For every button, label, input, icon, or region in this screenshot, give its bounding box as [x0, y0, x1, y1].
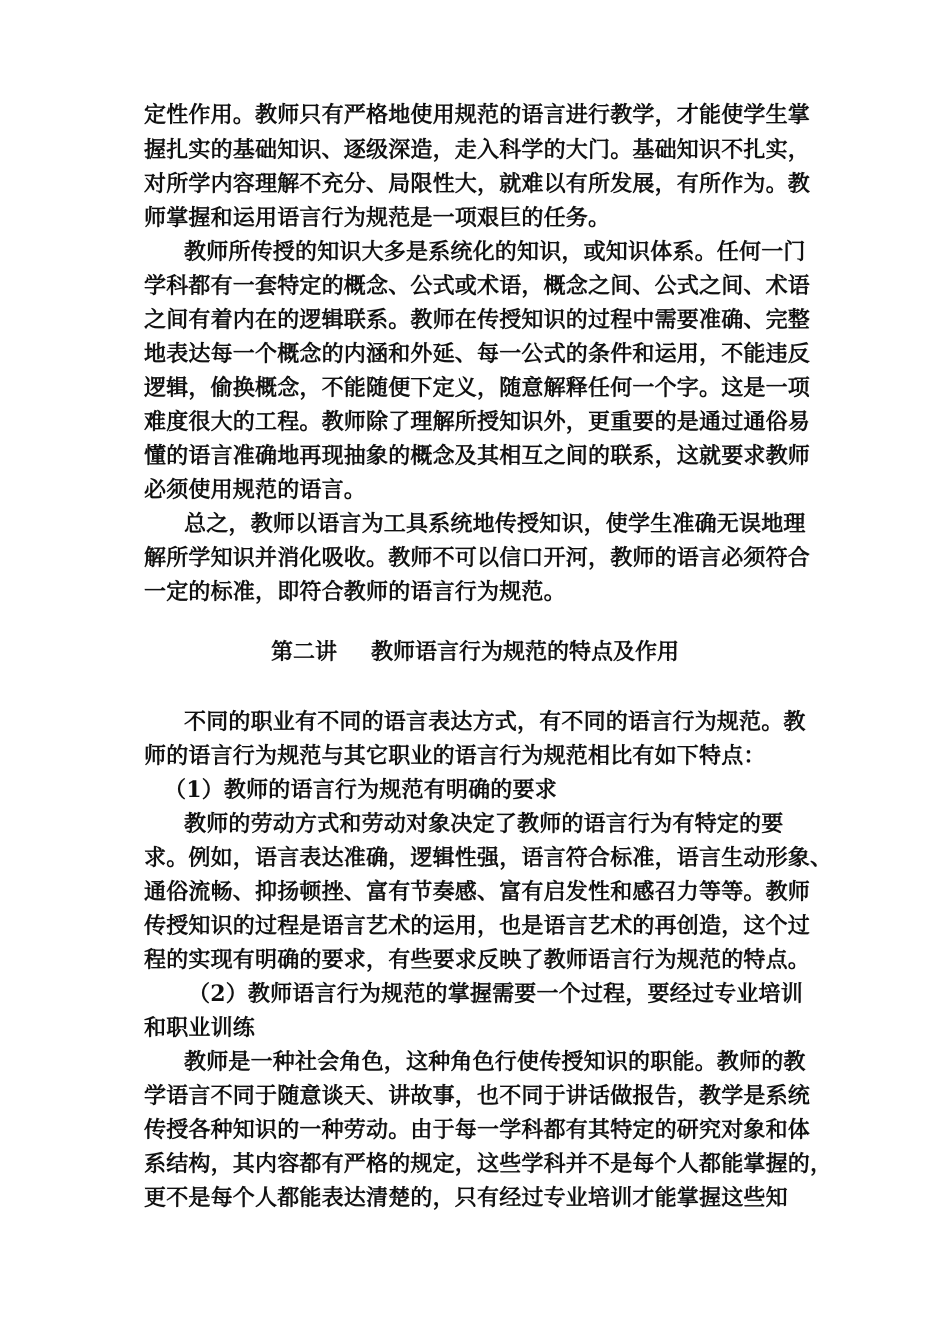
- paragraph-line: 懂的语言准确地再现抽象的概念及其相互之间的联系，这就要求教师: [144, 443, 811, 469]
- lecture-title: 教师语言行为规范的特点及作用: [371, 639, 680, 665]
- paragraph-line: 教师是一种社会角色，这种角色行使传授知识的职能。教师的教: [184, 1049, 806, 1075]
- point-title: （1）教师的语言行为规范有明确的要求: [164, 777, 557, 803]
- paragraph-line: 难度很大的工程。教师除了理解所授知识外，更重要的是通过通俗易: [144, 409, 811, 435]
- paragraph-line: 系结构，其内容都有严格的规定，这些学科并不是每个人都能掌握的，: [144, 1151, 833, 1177]
- paragraph-line: 总之，教师以语言为工具系统地传授知识，使学生准确无误地理: [184, 511, 806, 537]
- paragraph-line: 师的语言行为规范与其它职业的语言行为规范相比有如下特点：: [144, 743, 766, 769]
- paragraph-line: 程的实现有明确的要求，有些要求反映了教师语言行为规范的特点。: [144, 947, 811, 973]
- paragraph-line: 学科都有一套特定的概念、公式或术语，概念之间、公式之间、术语: [144, 273, 811, 299]
- paragraph-line: 更不是每个人都能表达清楚的，只有经过专业培训才能掌握这些知: [144, 1185, 788, 1211]
- paragraph-line: 师掌握和运用语言行为规范是一项艰巨的任务。: [144, 205, 611, 231]
- paragraph-line: 逻辑，偷换概念，不能随便下定义，随意解释任何一个字。这是一项: [144, 375, 811, 401]
- paragraph-line: 学语言不同于随意谈天、讲故事，也不同于讲话做报告，教学是系统: [144, 1083, 811, 1109]
- paragraph-line: 之间有着内在的逻辑联系。教师在传授知识的过程中需要准确、完整: [144, 307, 811, 333]
- paragraph-line: 握扎实的基础知识、逐级深造，走入科学的大门。基础知识不扎实，: [144, 137, 811, 163]
- section-heading: [0, 637, 950, 667]
- paragraph-line: 对所学内容理解不充分、局限性大，就难以有所发展，有所作为。教: [144, 171, 811, 197]
- paragraph-line: 定性作用。教师只有严格地使用规范的语言进行教学，才能使学生掌: [144, 102, 811, 128]
- paragraph-line: 不同的职业有不同的语言表达方式，有不同的语言行为规范。教: [184, 709, 806, 735]
- paragraph-line: 传授各种知识的一种劳动。由于每一学科都有其特定的研究对象和体: [144, 1117, 811, 1143]
- paragraph-line: 教师的劳动方式和劳动对象决定了教师的语言行为有特定的要: [184, 811, 784, 837]
- paragraph-line: 传授知识的过程是语言艺术的运用，也是语言艺术的再创造，这个过: [144, 913, 811, 939]
- point-title: （2）教师语言行为规范的掌握需要一个过程，要经过专业培训: [188, 981, 803, 1007]
- paragraph-line: 求。例如，语言表达准确，逻辑性强，语言符合标准，语言生动形象、: [144, 845, 833, 871]
- paragraph-line: 解所学知识并消化吸收。教师不可以信口开河，教师的语言必须符合: [144, 545, 811, 571]
- paragraph-line: 地表达每一个概念的内涵和外延、每一公式的条件和运用，不能违反: [144, 341, 811, 367]
- paragraph-line: 教师所传授的知识大多是系统化的知识，或知识体系。任何一门: [184, 239, 806, 265]
- lecture-number: 第二讲: [270, 639, 337, 665]
- paragraph-line: 一定的标准，即符合教师的语言行为规范。: [144, 579, 566, 605]
- point-title: 和职业训练: [144, 1015, 256, 1041]
- paragraph-line: 必须使用规范的语言。: [144, 477, 367, 503]
- paragraph-line: 通俗流畅、抑扬顿挫、富有节奏感、富有启发性和感召力等等。教师: [144, 879, 811, 905]
